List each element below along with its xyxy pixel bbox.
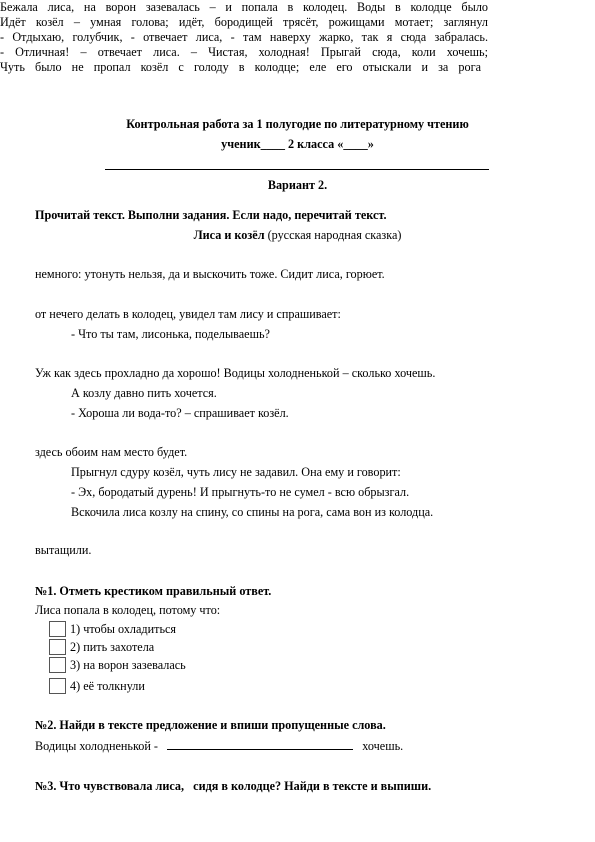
instruction: Прочитай текст. Выполни задания. Если надо, перечитай текст. bbox=[35, 208, 387, 222]
answer-option: 3) на ворон зазевалась bbox=[70, 658, 186, 672]
story-line: Уж как здесь прохладно да хорошо! Водицы холодненькой – сколько хочешь. bbox=[35, 366, 436, 380]
story-line: от нечего делать в колодец, увидел там лису и спрашивает: bbox=[35, 307, 341, 321]
missing-words-field[interactable] bbox=[167, 738, 353, 750]
task3-heading: №3. Что чувствовала лиса, сидя в колодце? Найди в тексте и выпиши. bbox=[35, 779, 432, 793]
answer-checkbox[interactable] bbox=[49, 657, 66, 673]
story-line: - Отдыхаю, голубчик, - отвечает лиса, - там наверху жарко, так я сюда забралась. bbox=[0, 30, 488, 44]
answer-checkbox[interactable] bbox=[49, 639, 66, 655]
answer-checkbox[interactable] bbox=[49, 678, 66, 694]
story-line: Вскочила лиса козлу на спину, со спины на рога, сама вон из колодца. bbox=[71, 505, 434, 519]
header-rule bbox=[105, 169, 489, 170]
task1-heading: №1. Отметь крестиком правильный ответ. bbox=[35, 584, 272, 598]
story-subtitle: (русская народная сказка) bbox=[267, 228, 402, 242]
story-line: - Что ты там, лисонька, поделываешь? bbox=[71, 327, 270, 341]
task2-suffix: хочешь. bbox=[362, 739, 404, 753]
worksheet-title: Контрольная работа за 1 полугодие по литературному чтению bbox=[126, 117, 469, 131]
answer-checkbox[interactable] bbox=[49, 621, 66, 637]
story-line: - Отличная! – отвечает лиса. – Чистая, холодная! Прыгай сюда, коли хочешь; bbox=[0, 45, 488, 59]
task2-heading: №2. Найди в тексте предложение и впиши пропущенные слова. bbox=[35, 718, 386, 732]
story-line: немного: утонуть нельзя, да и выскочить тоже. Сидит лиса, горюет. bbox=[35, 267, 385, 281]
variant-label: Вариант 2. bbox=[267, 178, 328, 192]
story-line: здесь обоим нам место будет. bbox=[35, 445, 188, 459]
task2-prefix: Водицы холодненькой - bbox=[35, 739, 158, 753]
story-heading bbox=[0, 228, 595, 243]
story-line: Прыгнул сдуру козёл, чуть лису не задавил. Она ему и говорит: bbox=[71, 465, 401, 479]
story-line: - Хороша ли вода-то? – спрашивает козёл. bbox=[71, 406, 289, 420]
story-line: Идёт козёл – умная голова; идёт, бородищей трясёт, рожищами мотает; заглянул bbox=[0, 15, 488, 29]
story-line: - Эх, бородатый дурень! И прыгнуть-то не сумел - всю обрызгал. bbox=[71, 485, 410, 499]
answer-option: 1) чтобы охладиться bbox=[70, 622, 177, 636]
answer-option: 4) её толкнули bbox=[70, 679, 145, 693]
task1-question: Лиса попала в колодец, потому что: bbox=[35, 603, 221, 617]
story-line: Чуть было не пропал козёл с голоду в колодце; еле его отыскали и за рога bbox=[0, 60, 481, 74]
task2-sentence bbox=[35, 738, 403, 754]
story-line: Бежала лиса, на ворон зазевалась – и попала в колодец. Воды в колодце было bbox=[0, 0, 488, 14]
answer-option: 2) пить захотела bbox=[70, 640, 155, 654]
student-class-line: ученик____ 2 класса «____» bbox=[221, 137, 374, 151]
story-line: вытащили. bbox=[35, 543, 92, 557]
story-line: А козлу давно пить хочется. bbox=[71, 386, 217, 400]
story-title: Лиса и козёл bbox=[193, 228, 265, 242]
